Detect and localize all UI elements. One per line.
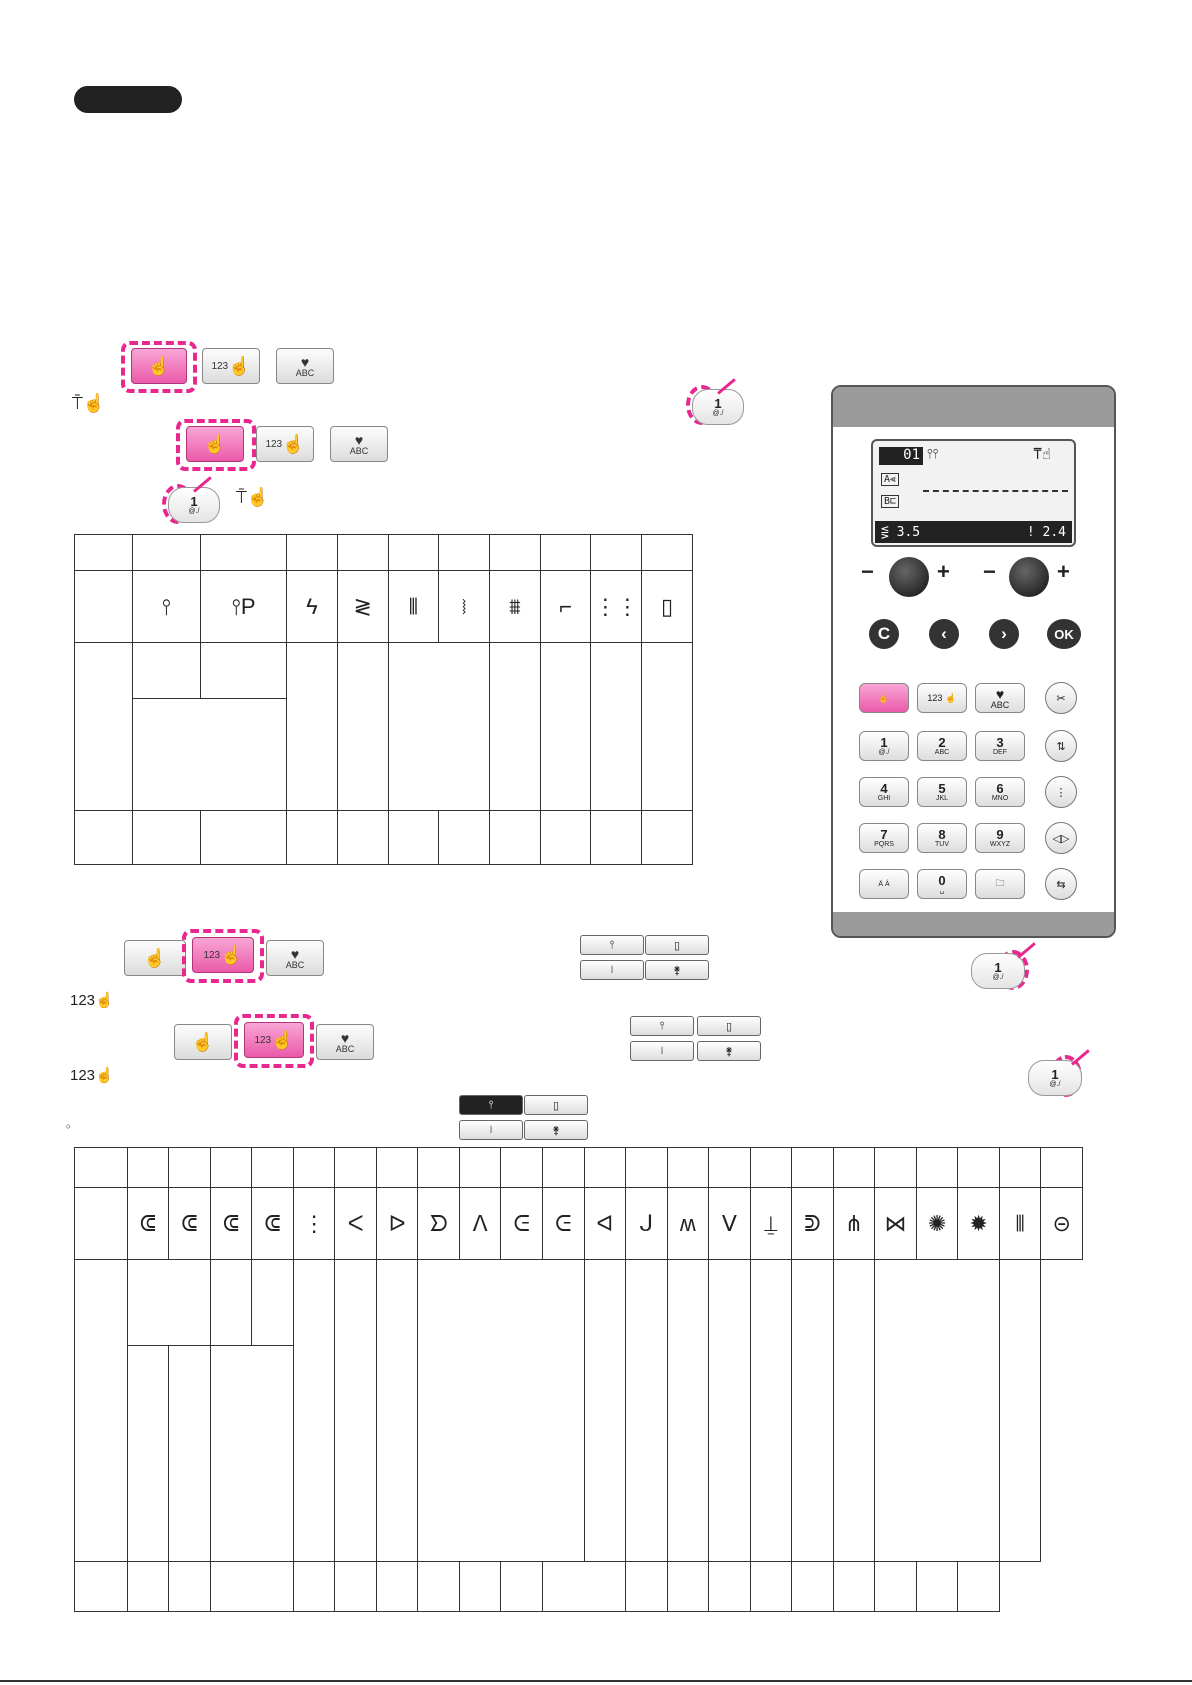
heart-icon: ♥ [300,353,310,370]
stitch-symbol: ᕮ [501,1188,543,1260]
pointer-arrow-icon [1017,942,1036,958]
elongation-button[interactable]: ⋮ [1045,776,1077,808]
stitch-symbol: ᐊ [584,1188,626,1260]
ok-button[interactable]: OK [1047,619,1081,649]
stitch-symbol: ᕳ [127,1188,169,1260]
presser-foot-icon: ⫯⫯ [927,447,939,462]
utility-stitch-button[interactable]: ☝ [174,1024,232,1060]
abc-button[interactable]: ♥ ABC [316,1024,374,1060]
section-pill [74,86,182,113]
stitch-symbol: ᕲ [792,1188,834,1260]
stitch-symbol: ᗤ [418,1188,460,1260]
key-1-button[interactable]: 1 @./ [971,953,1025,989]
panel-header [833,387,1114,427]
key-1-button[interactable]: 1 @./ [692,389,744,425]
stitch-table-1 [74,534,693,865]
foot-b-icon: B⊏ [881,495,899,508]
key-1-button[interactable]: 1 @./ [168,487,220,523]
foot-icon-seg-selected: ⫯ [459,1095,523,1115]
lcd-display [871,439,1076,547]
stitch-symbol: ✹ [958,1188,1000,1260]
foot-icon-seg: ⫯ [580,935,644,955]
length-minus-icon: − [983,559,996,584]
stitch-symbol: ⫯P [200,571,286,643]
stitch-symbol: ≷ [337,571,388,643]
decorative-icon-seg: ⚵ [697,1041,761,1061]
key-9[interactable]: 9 WXYZ [975,823,1025,853]
folder-icon: 🗀 [995,878,1005,888]
key-2[interactable]: 2 ABC [917,731,967,761]
thread-cutter-button[interactable]: ✂ [1045,682,1077,714]
stitch-symbol: ᒍ [626,1188,668,1260]
needle-position-button[interactable]: ⇅ [1045,730,1077,762]
stitch-icon-seg: ⧘ [580,960,644,980]
width-dial[interactable] [889,557,929,597]
stitch-symbol: ʍ [667,1188,709,1260]
key-6[interactable]: 6 MNO [975,777,1025,807]
number-mode-key[interactable]: 123 ☝ [917,683,967,713]
width-minus-icon: − [861,559,874,584]
number-hand-icon: 123☝ [70,992,114,1009]
stitch-icon-seg: ⧘ [459,1120,523,1140]
buttonhole-icon-seg: ▯ [645,935,709,955]
page-bottom-rule [0,1680,1192,1682]
stitch-symbol: ⫯ [132,571,200,643]
hand-icon: ☝ [203,434,227,454]
stitch-symbol: ᐸ [335,1188,377,1260]
mirror-button[interactable]: ◁▷ [1045,822,1077,854]
key-1-button[interactable]: 1 @./ [1028,1060,1082,1096]
foot-icon-seg: ⫯ [630,1016,694,1036]
utility-mode-key[interactable]: ☝ [859,683,909,713]
stitch-symbol: ⋮⋮ [591,571,642,643]
stitch-symbol: ⋔ [833,1188,875,1260]
stitch-symbol: ᐅ [376,1188,418,1260]
key-1[interactable]: 1 @./ [859,731,909,761]
number-stitch-button[interactable]: 123 ☝ [244,1022,304,1058]
stitch-symbol: ᕳ [252,1188,294,1260]
utility-stitch-button[interactable]: ☝ [124,940,186,976]
next-button[interactable]: › [989,619,1019,649]
stitch-symbol: ⌐ [540,571,591,643]
stitch-symbol: ✺ [916,1188,958,1260]
abc-label: ABC [295,367,315,378]
stitch-symbol: ⋮ [293,1188,335,1260]
panel-footer [833,912,1114,936]
hand-icon: ☝ [228,356,251,376]
stitch-symbol: ᕳ [210,1188,252,1260]
stitch-symbol: ϟ [287,571,338,643]
stitch-icon-seg: ⧘ [630,1041,694,1061]
prev-button[interactable]: ‹ [929,619,959,649]
key-4[interactable]: 4 GHI [859,777,909,807]
stitch-symbol: ᕳ [169,1188,211,1260]
stitch-symbol: ᐯ [709,1188,751,1260]
number-label: 123 [211,360,229,372]
note-dot: 。 [66,1116,79,1130]
key-0[interactable]: 0 ␣ [917,869,967,899]
control-panel [831,385,1116,938]
hand-icon: ⍑☝ [1033,445,1052,463]
key-8[interactable]: 8 TUV [917,823,967,853]
number-stitch-button[interactable] [202,348,260,384]
stitch-symbol: ⦀ [388,571,439,643]
abc-button[interactable] [276,348,334,384]
stitch-table-2 [74,1147,1083,1612]
twin-needle-button[interactable]: ⇆ [1045,868,1077,900]
number-stitch-button[interactable]: 123 ☝ [192,937,254,973]
length-plus-icon: + [1057,559,1070,584]
key-accent[interactable]: Ä Á [859,869,909,899]
buttonhole-icon-seg: ▯ [524,1095,588,1115]
utility-hand-icon: ⍑☝ [72,393,106,413]
stitch-symbol: ᕮ [542,1188,584,1260]
decorative-icon-seg: ⚵ [645,960,709,980]
foot-a-icon: A⫷ [881,473,899,486]
buttonhole-icon-seg: ▯ [697,1016,761,1036]
utility-hand-icon: ⍑☝ [236,487,270,507]
abc-button[interactable]: ♥ ABC [330,426,388,462]
utility-stitch-button[interactable] [131,348,187,384]
abc-mode-key[interactable]: ♥ ABC [975,683,1025,713]
utility-stitch-button[interactable] [186,426,244,462]
width-plus-icon: + [937,559,950,584]
length-dial[interactable] [1009,557,1049,597]
stitch-symbol: ⩩ [490,571,541,643]
stitch-symbol: ⊝ [1041,1188,1083,1260]
width-value: ⋚ 3.5 [881,524,921,540]
lcd-status-bar [875,521,1072,543]
key-3[interactable]: 3 DEF [975,731,1025,761]
number-stitch-button[interactable]: 123 ☝ [256,426,314,462]
stitch-symbol: ⧘ [439,571,490,643]
stitch-symbol: ⋈ [875,1188,917,1260]
number-hand-icon: 123☝ [70,1067,114,1084]
stitch-symbol: ᐱ [459,1188,501,1260]
clear-button[interactable]: C [869,619,899,649]
stitch-preview-line [923,490,1068,492]
memory-folder-button[interactable] [975,869,1025,899]
stitch-symbol: ⦀ [999,1188,1041,1260]
hand-icon: ☝ [147,356,171,376]
pattern-number: 01 [879,447,923,465]
key-5[interactable]: 5 JKL [917,777,967,807]
length-value: ! 2.4 [1026,524,1066,540]
stitch-symbol: ⍊ [750,1188,792,1260]
abc-button[interactable]: ♥ ABC [266,940,324,976]
key-7[interactable]: 7 PQRS [859,823,909,853]
stitch-symbol: ▯ [642,571,693,643]
decorative-icon-seg: ⚵ [524,1120,588,1140]
